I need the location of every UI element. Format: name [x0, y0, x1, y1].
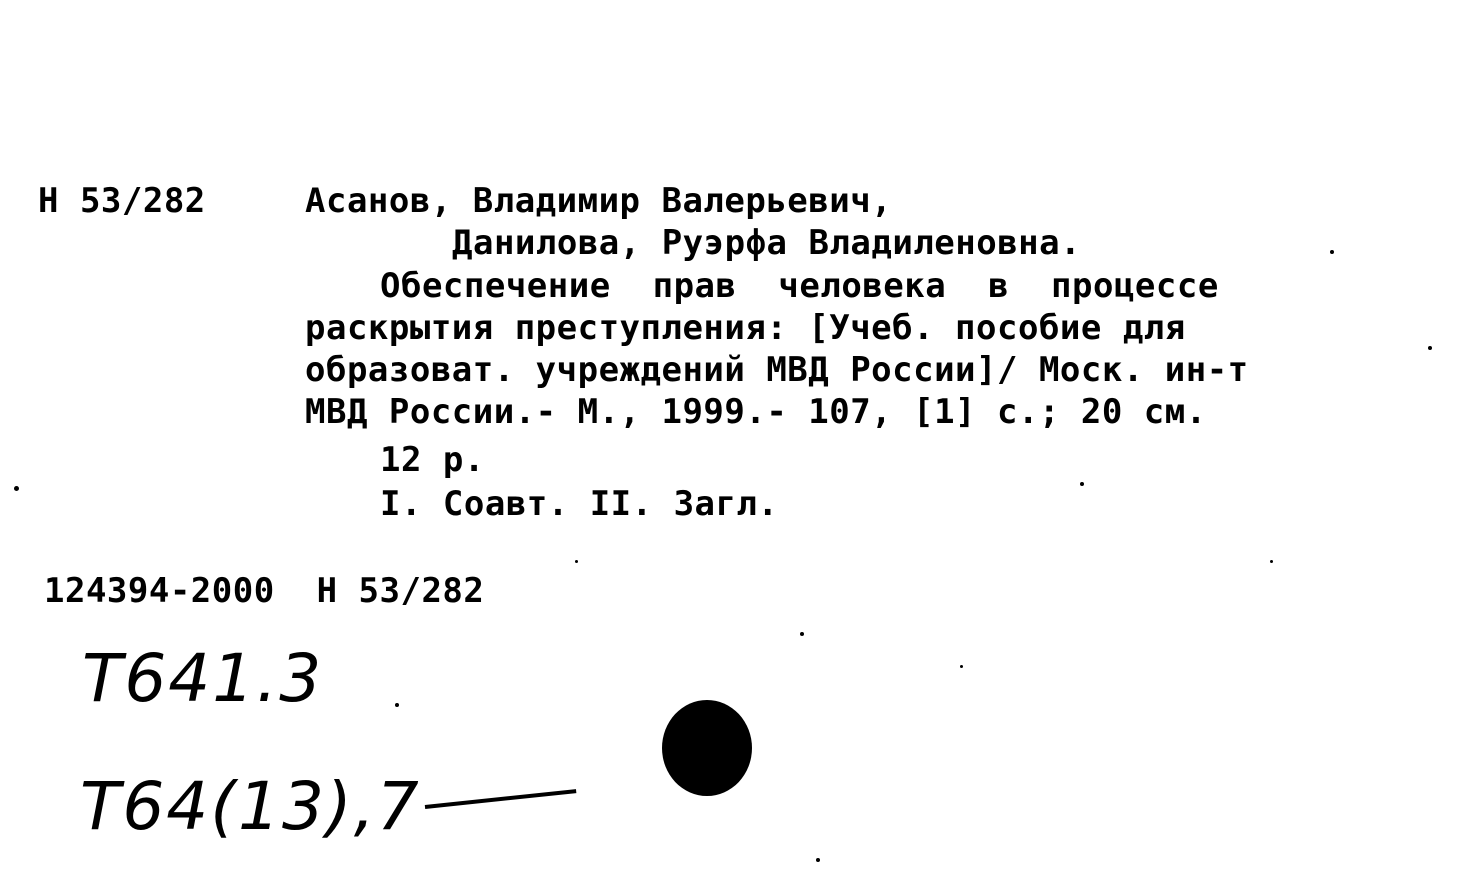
speck: [575, 560, 578, 563]
tracings: I. Соавт. II. Загл.: [380, 484, 779, 524]
speck: [816, 858, 820, 862]
price: 12 р.: [380, 440, 485, 480]
speck: [1080, 482, 1084, 486]
speck: [1330, 250, 1334, 254]
shelfmark: Н 53/282: [38, 181, 206, 221]
speck: [1270, 560, 1273, 563]
coauthor-line: Данилова, Руэрфа Владиленовна.: [452, 223, 1082, 263]
speck: [395, 703, 399, 707]
title-line: МВД России.- М., 1999.- 107, [1] с.; 20 см.: [305, 392, 1207, 432]
title-line: раскрытия преступления: [Учеб. пособие для: [305, 308, 1186, 348]
punch-hole: [662, 700, 752, 796]
speck: [800, 632, 804, 636]
speck: [960, 665, 963, 668]
accession-number: 124394-2000 Н 53/282: [44, 571, 485, 611]
title-line: образоват. учреждений МВД России]/ Моск. ин-т: [305, 350, 1249, 390]
handwritten-classification-1: Т641.3: [82, 640, 324, 717]
title-line: Обеспечение прав человека в процессе: [380, 266, 1219, 306]
speck: [1428, 346, 1432, 350]
handwritten-classification-2: Т64(13),7: [80, 768, 421, 845]
handwritten-strike: [425, 789, 577, 809]
author-line: Асанов, Владимир Валерьевич,: [305, 181, 893, 221]
speck: [14, 486, 19, 491]
